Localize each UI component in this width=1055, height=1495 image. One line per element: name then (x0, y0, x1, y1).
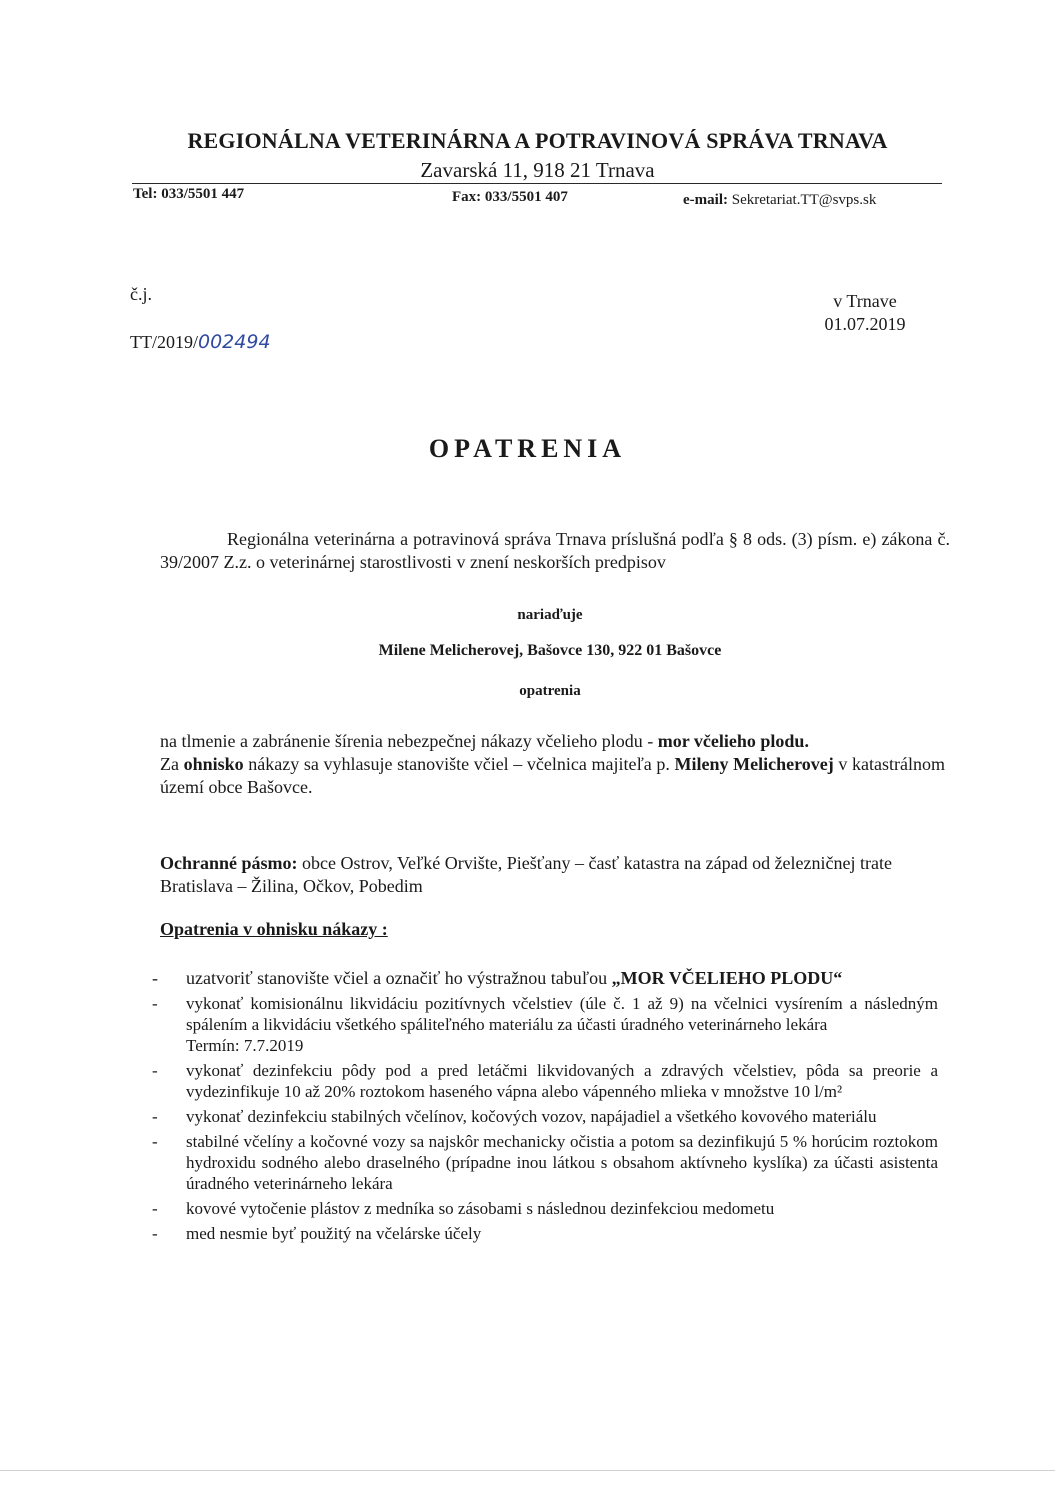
contact-email (683, 192, 876, 209)
section-heading: Opatrenia v ohnisku nákazy : (160, 919, 388, 939)
list-item-bold: „MOR VČELIEHO PLODU“ (611, 968, 843, 988)
page-edge-line (0, 1470, 1055, 1471)
reference-label: č.j. (130, 284, 152, 304)
outbreak-term: ohnisko (183, 754, 244, 774)
list-item-text: stabilné včelíny a kočovné vozy sa najskôr mechanicky očistia a potom sa dezinfikujú 5 % horúcim roztokom hydroxidu sodného alebo draselného (prípadne inou látkou s obsahom aktívneho kyslíka) za účasti asistenta úradného veterinárneho lekára (186, 1132, 938, 1193)
list-item: - vykonať dezinfekciu pôdy pod a pred letáčmi likvidovaných a zdravých včelstiev, pôda sa preorie a vydezinfikuje 10 až 20% roztokom haseného vápna alebo vápenného mlieka v množstve 10 l/m² (152, 1061, 938, 1101)
measures-list (148, 968, 938, 1248)
place-date (790, 290, 940, 336)
list-item: - vykonať dezinfekciu stabilných včelínov, kočových vozov, napájadiel a všetkého kovového materiálu (152, 1107, 877, 1126)
contact-phone: Tel: 033/5501 447 (133, 186, 245, 202)
paragraph-text-3: nákazy sa vyhlasuje stanovište včiel – včelnica majiteľa p. (243, 754, 675, 774)
deadline: Termín: 7.7.2019 (186, 1036, 304, 1055)
organization-address: Zavarská 11, 918 21 Trnava (420, 158, 655, 182)
protection-zone (160, 852, 945, 898)
protection-zone-text: obce Ostrov, Veľké Orvište, Piešťany – časť katastra na západ od železničnej trate Bratislava – Žilina, Očkov, Pobedim (160, 853, 892, 896)
list-item-text: vykonať komisionálnu likvidáciu pozitívnych včelstiev (úle č. 1 až 9) na včelnici vysírením a následným spálením a likvidáciu všetkého spáliteľného materiálu za účasti úradného veterinárneho lekára (186, 994, 938, 1034)
paragraph-text-2: Za (160, 754, 184, 774)
list-item: - vykonať komisionálnu likvidáciu pozitívnych včelstiev (úle č. 1 až 9) na včelnici vysírením a následným spálením a likvidáciu všetkého spáliteľného materiálu za účasti úradného veterinárneho lekára Termín: 7.7.2019 (152, 994, 938, 1055)
list-item-text: uzatvoriť stanovište včiel a označiť ho výstražnou tabuľou (186, 968, 612, 988)
list-item: - kovové vytočenie plástov z medníka so zásobami s následnou dezinfekciou medometu (152, 1199, 775, 1218)
organization-name: REGIONÁLNA VETERINÁRNA A POTRAVINOVÁ SPRÁVA TRNAVA (187, 128, 888, 153)
list-item-text: kovové vytočenie plástov z medníka so zásobami s následnou dezinfekciou medometu (186, 1199, 775, 1218)
list-item: - med nesmie byť použitý na včelárske účely (152, 1224, 482, 1243)
date: 01.07.2019 (824, 314, 906, 334)
list-item-text: med nesmie byť použitý na včelárske účely (186, 1224, 482, 1243)
addressee: Milene Melicherovej, Bašovce 130, 922 01 Bašovce (378, 642, 722, 659)
list-item-text: vykonať dezinfekciu pôdy pod a pred letáčmi likvidovaných a zdravých včelstiev, pôda sa preorie a vydezinfikuje 10 až 20% roztokom haseného vápna alebo vápenného mlieka v množstve 10 l/m² (186, 1061, 938, 1101)
reference-number-printed: TT/2019/ (130, 332, 198, 352)
reference-number-handwritten: 002494 (198, 331, 271, 353)
place: v Trnave (833, 291, 897, 311)
header-divider (132, 183, 942, 184)
outbreak-paragraph (160, 730, 945, 799)
document-title: OPATRENIA (428, 434, 627, 463)
paragraph-text-1: na tlmenie a zabránenie šírenia nebezpečnej nákazy včelieho plodu - (160, 731, 658, 751)
disease-name: mor včelieho plodu. (657, 731, 809, 751)
contact-fax: Fax: 033/5501 407 (452, 189, 568, 205)
list-item-text: vykonať dezinfekciu stabilných včelínov, kočových vozov, napájadiel a všetkého kovového materiálu (186, 1107, 877, 1126)
list-item: - stabilné včelíny a kočovné vozy sa najskôr mechanicky očistia a potom sa dezinfikujú 5 % horúcim roztokom hydroxidu sodného alebo draselného (prípadne inou látkou s obsahom aktívneho kyslíka) za účasti asistenta úradného veterinárneho lekára (152, 1132, 938, 1193)
email-address: Sekretariat.TT@svps.sk (731, 192, 877, 208)
owner-name: Mileny Melicherovej (674, 754, 834, 774)
measures-word: opatrenia (519, 683, 581, 699)
orders-word: nariaďuje (517, 607, 583, 623)
reference-number (130, 331, 271, 353)
intro-text: Regionálna veterinárna a potravinová správa Trnava príslušná podľa § 8 ods. (3) písm. e) zákona č. 39/2007 Z.z. o veterinárnej starostlivosti v znení neskorších predpisov (160, 529, 950, 572)
list-item: - uzatvoriť stanovište včiel a označiť ho výstražnou tabuľou „MOR VČELIEHO PLODU“ (152, 968, 843, 988)
paragraph-text-4: v katastrálnom území obce Bašovce. (160, 754, 945, 797)
email-label: e-mail: (683, 192, 728, 208)
protection-zone-label: Ochranné pásmo: (160, 853, 298, 873)
intro-paragraph (160, 528, 950, 574)
